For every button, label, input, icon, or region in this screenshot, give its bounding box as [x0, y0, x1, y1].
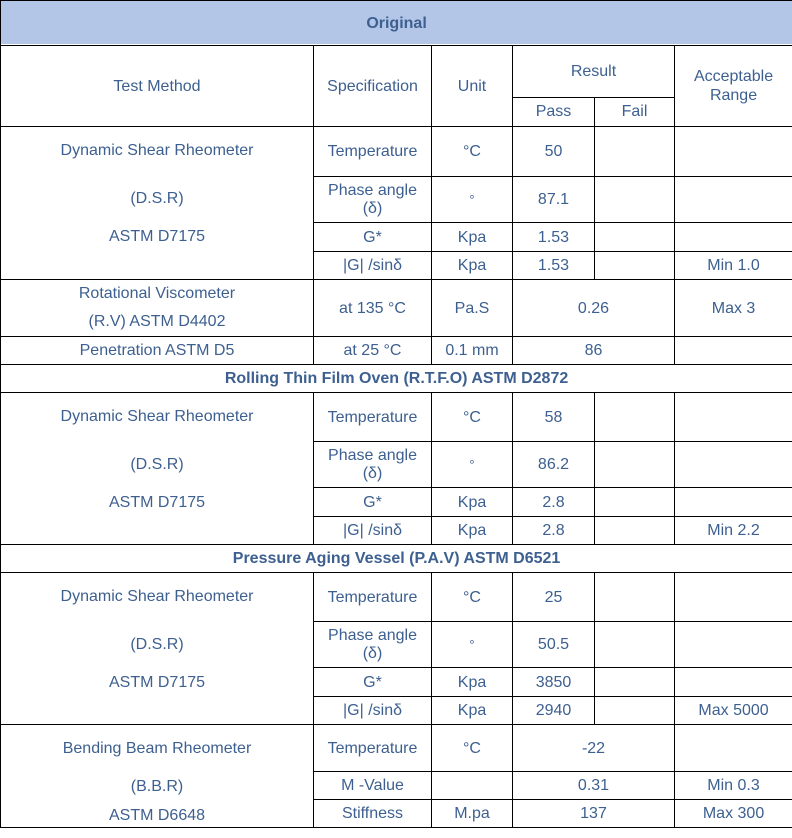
spec-cell: Temperature [314, 725, 432, 772]
fail-cell [595, 252, 675, 280]
spec-cell: Phase angle (δ) [314, 442, 432, 488]
fail-cell [595, 393, 675, 442]
spec-cell: G* [314, 668, 432, 697]
range-cell [675, 177, 792, 223]
method-name: Dynamic Shear Rheometer [60, 408, 254, 425]
test-method-dsr-original [1, 127, 314, 280]
pass-cell: 2.8 [513, 517, 595, 545]
spec-cell: at 25 °C [314, 337, 432, 365]
spec-cell: |G| /sinδ [314, 252, 432, 280]
test-method-bbr [1, 725, 314, 828]
unit-cell: Kpa [432, 223, 513, 252]
unit-cell: Kpa [432, 668, 513, 697]
table-row [1, 393, 792, 442]
pass-cell: 3850 [513, 668, 595, 697]
fail-cell [595, 622, 675, 668]
fail-cell [595, 488, 675, 517]
result-cell: 86 [513, 337, 675, 365]
table-title: Original [1, 1, 792, 46]
fail-cell [595, 668, 675, 697]
method-abbrev: (B.B.R) [130, 778, 184, 795]
fail-cell [595, 127, 675, 177]
pass-cell: 1.53 [513, 252, 595, 280]
table-row [1, 337, 792, 365]
range-cell: Min 0.3 [675, 772, 792, 800]
test-method-rv [1, 280, 314, 337]
result-cell: 137 [513, 800, 675, 828]
method-standard: ASTM D7175 [108, 494, 206, 511]
unit-cell: ° [432, 177, 513, 223]
header-unit: Unit [432, 46, 513, 127]
section-title-rtfo: Rolling Thin Film Oven (R.T.F.O) ASTM D2872 [1, 365, 792, 393]
unit-cell: Pa.S [432, 280, 513, 337]
pass-cell: 87.1 [513, 177, 595, 223]
unit-cell: Kpa [432, 697, 513, 725]
spec-cell: |G| /sinδ [314, 697, 432, 725]
unit-cell: Kpa [432, 488, 513, 517]
title-row [1, 1, 792, 46]
unit-cell: °C [432, 127, 513, 177]
header-result: Result [513, 46, 675, 98]
spec-cell: Phase angle (δ) [314, 177, 432, 223]
fail-cell [595, 517, 675, 545]
pass-cell: 86.2 [513, 442, 595, 488]
method-name: Dynamic Shear Rheometer [60, 142, 254, 159]
range-cell: Max 3 [675, 280, 792, 337]
range-cell [675, 668, 792, 697]
spec-cell: at 135 °C [314, 280, 432, 337]
method-name: Rotational Viscometer [78, 285, 236, 302]
table-row [1, 280, 792, 337]
pass-cell: 58 [513, 393, 595, 442]
method-abbrev: (D.S.R) [130, 636, 184, 653]
method-name: Bending Beam Rheometer [62, 740, 252, 757]
fail-cell [595, 697, 675, 725]
result-cell: 0.31 [513, 772, 675, 800]
result-cell: 0.26 [513, 280, 675, 337]
result-cell: -22 [513, 725, 675, 772]
unit-cell: Kpa [432, 252, 513, 280]
section-row-rtfo [1, 365, 792, 393]
method-standard: (R.V) ASTM D4402 [88, 313, 226, 330]
fail-cell [595, 223, 675, 252]
pass-cell: 50.5 [513, 622, 595, 668]
header-test-method: Test Method [1, 46, 314, 127]
range-cell [675, 488, 792, 517]
range-cell [675, 573, 792, 622]
pass-cell: 50 [513, 127, 595, 177]
table-row [1, 725, 792, 772]
table-row [1, 127, 792, 177]
range-cell [675, 223, 792, 252]
section-title-pav: Pressure Aging Vessel (P.A.V) ASTM D6521 [1, 545, 792, 573]
test-method-penetration: Penetration ASTM D5 [1, 337, 314, 365]
header-pass: Pass [513, 97, 595, 126]
header-fail: Fail [595, 97, 675, 126]
method-abbrev: (D.S.R) [130, 456, 184, 473]
method-abbrev: (D.S.R) [130, 190, 184, 207]
range-cell [675, 725, 792, 772]
range-cell: Max 300 [675, 800, 792, 828]
unit-cell: ° [432, 622, 513, 668]
range-cell [675, 442, 792, 488]
range-cell [675, 127, 792, 177]
pass-cell: 1.53 [513, 223, 595, 252]
fail-cell [595, 573, 675, 622]
pass-cell: 2.8 [513, 488, 595, 517]
spec-cell: Temperature [314, 127, 432, 177]
unit-cell: °C [432, 725, 513, 772]
unit-cell: M.pa [432, 800, 513, 828]
pass-cell: 25 [513, 573, 595, 622]
range-cell [675, 393, 792, 442]
spec-cell: G* [314, 223, 432, 252]
test-method-dsr-pav [1, 573, 314, 725]
header-specification: Specification [314, 46, 432, 127]
column-header-row [1, 46, 792, 98]
unit-cell: Kpa [432, 517, 513, 545]
unit-cell: 0.1 mm [432, 337, 513, 365]
method-standard: ASTM D7175 [108, 674, 206, 691]
unit-cell: °C [432, 573, 513, 622]
pass-cell: 2940 [513, 697, 595, 725]
spec-cell: Stiffness [314, 800, 432, 828]
range-cell [675, 337, 792, 365]
table-row [1, 573, 792, 622]
range-cell: Min 1.0 [675, 252, 792, 280]
method-standard: ASTM D7175 [108, 228, 206, 245]
method-name: Dynamic Shear Rheometer [60, 588, 254, 605]
spec-cell: M -Value [314, 772, 432, 800]
spec-cell: Temperature [314, 393, 432, 442]
range-cell [675, 622, 792, 668]
fail-cell [595, 177, 675, 223]
spec-cell: G* [314, 488, 432, 517]
range-cell: Min 2.2 [675, 517, 792, 545]
section-row-pav [1, 545, 792, 573]
spec-cell: Temperature [314, 573, 432, 622]
spec-cell: |G| /sinδ [314, 517, 432, 545]
spec-cell: Phase angle (δ) [314, 622, 432, 668]
test-method-dsr-rtfo [1, 393, 314, 545]
header-acceptable-range: Acceptable Range [675, 46, 792, 127]
unit-cell: ° [432, 442, 513, 488]
unit-cell [432, 772, 513, 800]
method-standard: ASTM D6648 [108, 807, 206, 824]
unit-cell: °C [432, 393, 513, 442]
range-cell: Max 5000 [675, 697, 792, 725]
fail-cell [595, 442, 675, 488]
